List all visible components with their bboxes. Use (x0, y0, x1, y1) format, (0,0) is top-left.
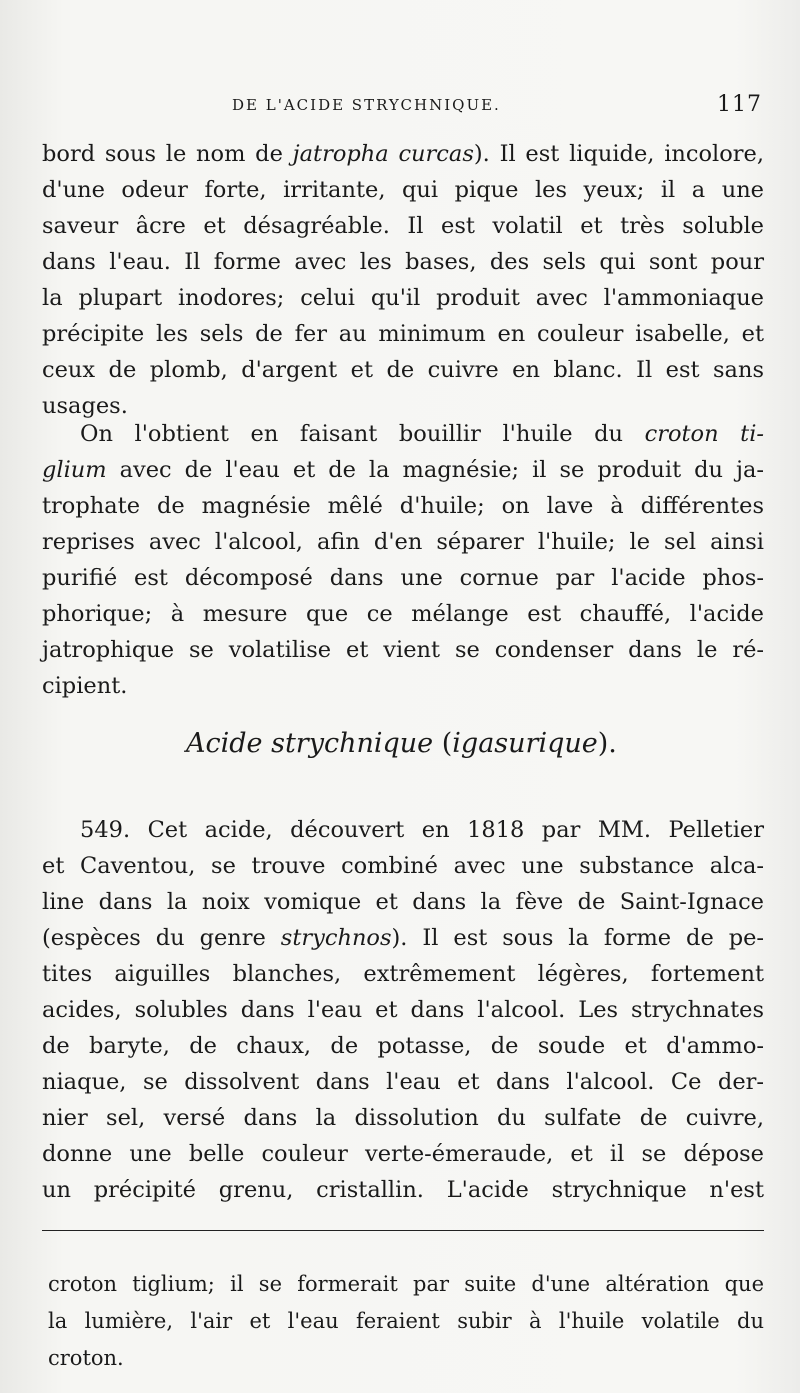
text-line: la plupart inodores; celui qu'il produit avec l'ammoniaque (42, 285, 764, 311)
text-line: acides, solubles dans l'eau et dans l'alcool. Les strychnates (42, 997, 764, 1023)
text-line: phorique; à mesure que ce mélange est chauffé, l'acide (42, 601, 764, 627)
text-line: ceux de plomb, d'argent et de cuivre en blanc. Il est sans (42, 357, 764, 383)
footnote-line: croton. (48, 1346, 124, 1370)
text-line: (espèces du genre strychnos). Il est sous la forme de pe- (42, 925, 765, 951)
text-line: saveur âcre et désagréable. Il est volatil et très soluble (42, 213, 764, 239)
footnote (48, 1266, 764, 1377)
text-line: 549. Cet acide, découvert en 1818 par MM. Pelletier (80, 817, 764, 843)
text-line: jatrophique se volatilise et vient se condenser dans le ré- (42, 637, 764, 663)
text-line: d'une odeur forte, irritante, qui pique les yeux; il a une (42, 177, 764, 203)
footnote-line: croton tiglium; il se formerait par suite d'une altération que (48, 1272, 764, 1296)
text-line: cipient. (42, 673, 128, 699)
text-line: de baryte, de chaux, de potasse, de soude et d'ammo- (42, 1033, 764, 1059)
text-line: un précipité grenu, cristallin. L'acide strychnique n'est (42, 1177, 764, 1203)
text-line: line dans la noix vomique et dans la fève de Saint-Ignace (42, 889, 764, 915)
paragraph-strychnic-acid (42, 812, 764, 1208)
text-line: précipite les sels de fer au minimum en couleur isabelle, et (42, 321, 764, 347)
running-title: DE L'ACIDE STRYCHNIQUE. (232, 96, 501, 114)
text-line: dans l'eau. Il forme avec les bases, des sels qui sont pour (42, 249, 764, 275)
paragraph-preparation (42, 416, 764, 704)
section-heading: Acide strychnique (igasurique). (186, 728, 617, 759)
text-line: donne une belle couleur verte-émeraude, et il se dépose (42, 1141, 764, 1167)
text-line: bord sous le nom de jatropha curcas). Il est liquide, incolore, (42, 141, 764, 167)
text-line: reprises avec l'alcool, afin d'en séparer l'huile; le sel ainsi (42, 529, 764, 555)
text-line: nier sel, versé dans la dissolution du sulfate de cuivre, (42, 1105, 764, 1131)
text-line: trophate de magnésie mêlé d'huile; on lave à différentes (42, 493, 764, 519)
text-line: usages. (42, 393, 128, 419)
text-line: purifié est décomposé dans une cornue par l'acide phos- (42, 565, 764, 591)
page-header (232, 92, 762, 122)
footnote-divider (42, 1230, 764, 1231)
text-line: On l'obtient en faisant bouillir l'huile du croton ti- (80, 421, 764, 447)
footnote-line: la lumière, l'air et l'eau feraient subir à l'huile volatile du (48, 1309, 764, 1333)
page-number: 117 (717, 92, 762, 117)
text-line: tites aiguilles blanches, extrêmement légères, fortement (42, 961, 764, 987)
paragraph-jatrophic-acid-properties (42, 136, 764, 424)
text-line: glium avec de l'eau et de la magnésie; il se produit du ja- (42, 457, 764, 483)
text-line: et Caventou, se trouve combiné avec une substance alca- (42, 853, 764, 879)
text-line: niaque, se dissolvent dans l'eau et dans l'alcool. Ce der- (42, 1069, 764, 1095)
